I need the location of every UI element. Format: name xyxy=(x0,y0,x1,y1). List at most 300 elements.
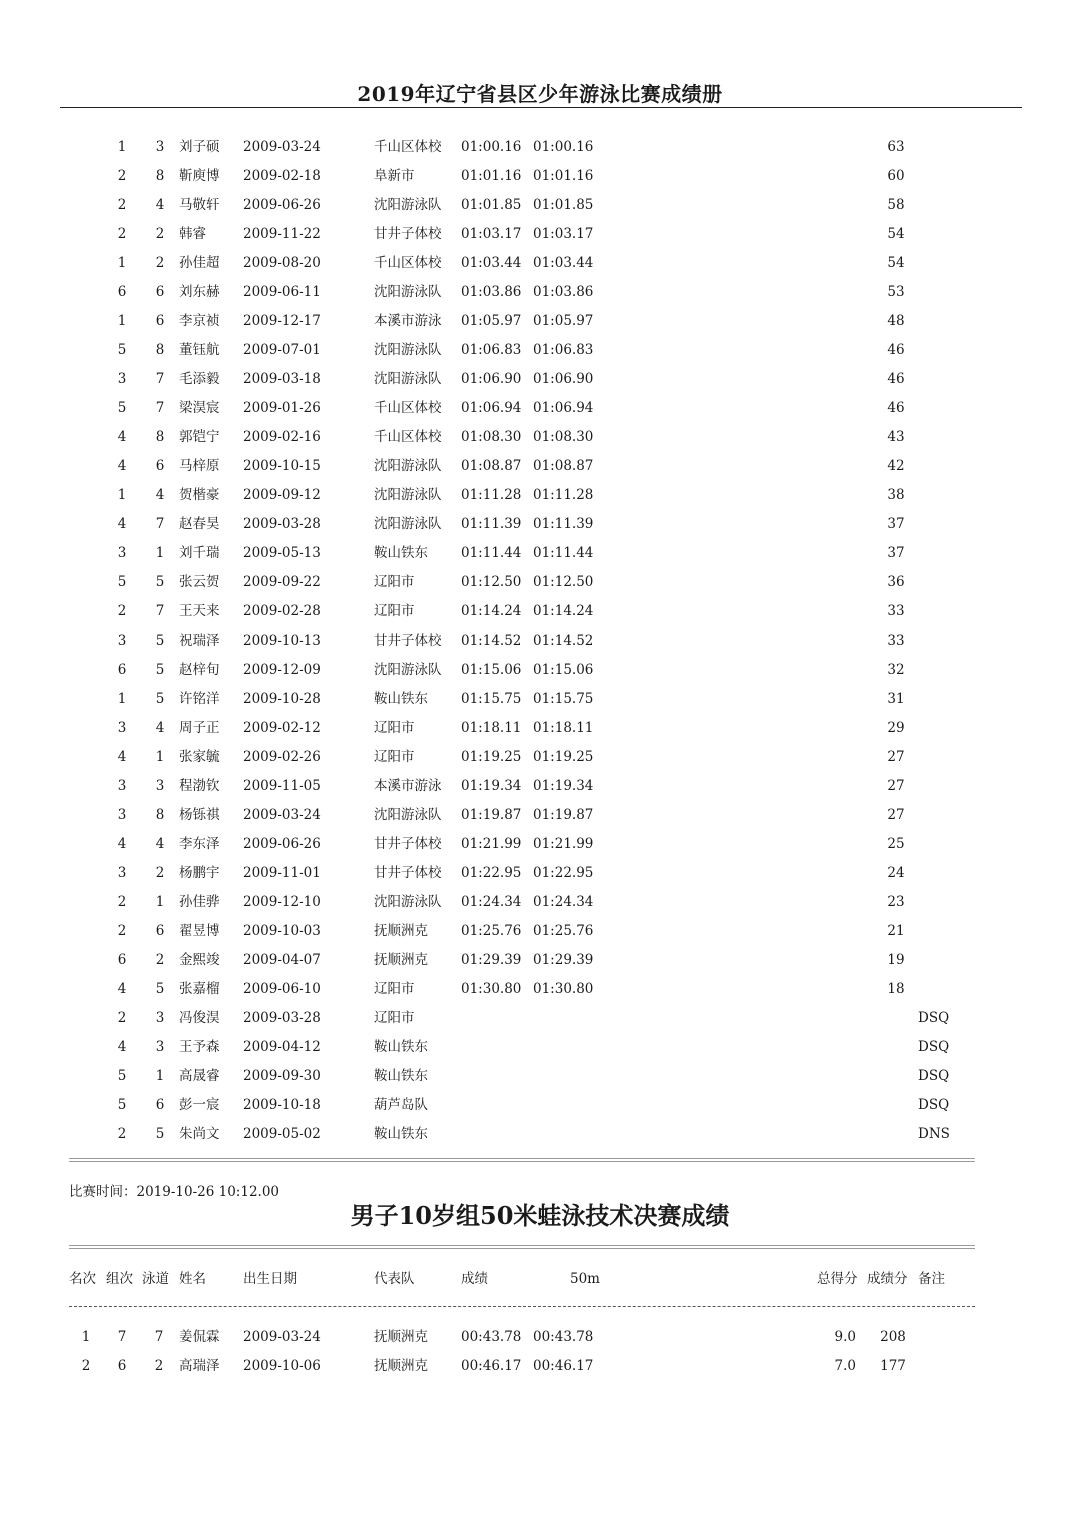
lane-number: 1 xyxy=(155,545,165,562)
athlete-name: 梁淏宸 xyxy=(179,400,220,417)
athlete-name: 毛添毅 xyxy=(179,371,220,388)
team-name: 鞍山铁东 xyxy=(374,1126,428,1143)
athlete-name: 董钰航 xyxy=(179,342,220,359)
table-row xyxy=(0,862,1080,884)
athlete-name: 高晟睿 xyxy=(179,1067,220,1084)
group-number: 2 xyxy=(117,168,127,185)
score: 23 xyxy=(887,893,905,910)
result-time: 00:43.78 xyxy=(461,1329,522,1345)
score: 31 xyxy=(887,690,905,707)
document-title: 2019年辽宁省县区少年游泳比赛成绩册 xyxy=(357,82,723,106)
lane-number: 3 xyxy=(155,777,165,794)
table-row xyxy=(0,194,1080,216)
split-time: 01:08.87 xyxy=(533,458,594,475)
lane-number: 2 xyxy=(154,1358,164,1374)
team-name: 本溪市游泳 xyxy=(374,313,442,330)
header-note: 备注 xyxy=(918,1271,945,1287)
result-time: 01:01.85 xyxy=(461,197,522,214)
split-time: 01:19.87 xyxy=(533,806,594,823)
score: 48 xyxy=(887,313,905,330)
team-name: 抚顺洲克 xyxy=(374,1358,428,1374)
athlete-name: 赵梓旬 xyxy=(179,661,220,678)
split-time: 01:11.44 xyxy=(533,545,594,562)
note: DSQ xyxy=(918,1009,950,1026)
lane-number: 5 xyxy=(155,980,165,997)
header-score: 成绩分 xyxy=(867,1271,908,1287)
result-time: 01:21.99 xyxy=(461,835,522,852)
group-number: 2 xyxy=(117,226,127,243)
table-row xyxy=(0,600,1080,622)
group-number: 5 xyxy=(117,342,127,359)
athlete-name: 周子正 xyxy=(179,719,220,736)
birth-date: 2009-11-05 xyxy=(243,777,321,794)
lane-number: 7 xyxy=(155,603,165,620)
athlete-name: 程渤钦 xyxy=(179,777,220,794)
lane-number: 8 xyxy=(155,806,165,823)
team-name: 甘井子体校 xyxy=(374,835,442,852)
group-number: 3 xyxy=(117,806,127,823)
split-time: 01:12.50 xyxy=(533,574,594,591)
athlete-name: 冯俊淏 xyxy=(179,1009,220,1026)
table-row xyxy=(0,804,1080,826)
score: 27 xyxy=(887,748,905,765)
rank-number: 2 xyxy=(81,1358,91,1374)
split-time: 01:03.44 xyxy=(533,255,594,272)
group-number: 1 xyxy=(117,690,127,707)
header-separator-top xyxy=(69,1245,975,1249)
split-time: 01:05.97 xyxy=(533,313,594,330)
result-time: 01:06.83 xyxy=(461,342,522,359)
split-time: 01:06.90 xyxy=(533,371,594,388)
result-time: 01:19.87 xyxy=(461,806,522,823)
section-separator-top xyxy=(69,1158,975,1162)
split-time: 01:06.94 xyxy=(533,400,594,417)
team-name: 抚顺洲克 xyxy=(374,922,428,939)
group-number: 6 xyxy=(117,1358,127,1374)
table-row xyxy=(0,978,1080,1000)
score: 25 xyxy=(887,835,905,852)
score: 46 xyxy=(887,400,905,417)
table-row xyxy=(0,223,1080,245)
birth-date: 2009-11-01 xyxy=(243,864,321,881)
split-time: 01:15.06 xyxy=(533,661,594,678)
athlete-name: 李东泽 xyxy=(179,835,220,852)
score: 46 xyxy=(887,342,905,359)
athlete-name: 孙佳骅 xyxy=(179,893,220,910)
team-name: 千山区体校 xyxy=(374,255,442,272)
score: 27 xyxy=(887,777,905,794)
birth-date: 2009-05-02 xyxy=(243,1126,321,1143)
team-name: 辽阳市 xyxy=(374,719,415,736)
athlete-name: 张云贺 xyxy=(179,574,220,591)
athlete-name: 翟昱博 xyxy=(179,922,220,939)
result-time: 01:25.76 xyxy=(461,922,522,939)
score: 60 xyxy=(887,168,905,185)
score: 43 xyxy=(887,429,905,446)
team-name: 阜新市 xyxy=(374,168,415,185)
score: 36 xyxy=(887,574,905,591)
split-time: 01:15.75 xyxy=(533,690,594,707)
total-points: 9.0 xyxy=(834,1329,856,1345)
table-row xyxy=(0,1065,1080,1087)
group-number: 2 xyxy=(117,603,127,620)
birth-date: 2009-10-28 xyxy=(243,690,321,707)
group-number: 4 xyxy=(117,835,127,852)
group-number: 6 xyxy=(117,284,127,301)
score: 58 xyxy=(887,197,905,214)
score: 177 xyxy=(880,1358,906,1374)
result-time: 01:06.90 xyxy=(461,371,522,388)
team-name: 葫芦岛队 xyxy=(374,1096,428,1113)
team-name: 抚顺洲克 xyxy=(374,1329,428,1345)
birth-date: 2009-04-12 xyxy=(243,1038,321,1055)
split-time: 01:29.39 xyxy=(533,951,594,968)
note: DSQ xyxy=(918,1038,950,1055)
birth-date: 2009-10-18 xyxy=(243,1096,321,1113)
birth-date: 2009-03-28 xyxy=(243,1009,321,1026)
score: 27 xyxy=(887,806,905,823)
split-time: 01:11.39 xyxy=(533,516,594,533)
lane-number: 6 xyxy=(155,922,165,939)
birth-date: 2009-06-11 xyxy=(243,284,321,301)
lane-number: 5 xyxy=(155,690,165,707)
birth-date: 2009-01-26 xyxy=(243,400,321,417)
team-name: 沈阳游泳队 xyxy=(374,516,442,533)
group-number: 4 xyxy=(117,748,127,765)
match-time: 比赛时间：2019-10-26 10:12.00 xyxy=(69,1184,280,1200)
athlete-name: 彭一宸 xyxy=(179,1096,220,1113)
score: 24 xyxy=(887,864,905,881)
result-time: 01:24.34 xyxy=(461,893,522,910)
table-row xyxy=(0,310,1080,332)
birth-date: 2009-10-03 xyxy=(243,922,321,939)
score: 19 xyxy=(887,951,905,968)
lane-number: 1 xyxy=(155,893,165,910)
table-row xyxy=(0,136,1080,158)
birth-date: 2009-03-24 xyxy=(243,1329,321,1345)
table-row xyxy=(0,1007,1080,1029)
table-row xyxy=(0,1094,1080,1116)
score: 54 xyxy=(887,255,905,272)
group-number: 1 xyxy=(117,139,127,155)
table-row xyxy=(0,426,1080,448)
header-split: 50m xyxy=(570,1271,600,1287)
lane-number: 2 xyxy=(155,864,165,881)
score: 53 xyxy=(887,284,905,301)
athlete-name: 王予森 xyxy=(179,1038,220,1055)
event-title: 男子10岁组50米蛙泳技术决赛成绩 xyxy=(350,1201,730,1230)
group-number: 3 xyxy=(117,371,127,388)
athlete-name: 张家毓 xyxy=(179,748,220,765)
result-time: 01:03.86 xyxy=(461,284,522,301)
birth-date: 2009-05-13 xyxy=(243,545,321,562)
result-time: 01:03.17 xyxy=(461,226,522,243)
lane-number: 2 xyxy=(155,226,165,243)
group-number: 5 xyxy=(117,1067,127,1084)
birth-date: 2009-03-28 xyxy=(243,516,321,533)
team-name: 辽阳市 xyxy=(374,574,415,591)
result-time: 00:46.17 xyxy=(461,1358,522,1374)
note: DSQ xyxy=(918,1067,950,1084)
athlete-name: 张嘉榴 xyxy=(179,980,220,997)
result-time: 01:06.94 xyxy=(461,400,522,417)
lane-number: 2 xyxy=(155,951,165,968)
score: 46 xyxy=(887,371,905,388)
team-name: 千山区体校 xyxy=(374,139,442,155)
result-time: 01:19.25 xyxy=(461,748,522,765)
table-row xyxy=(0,571,1080,593)
lane-number: 7 xyxy=(154,1329,164,1345)
birth-date: 2009-02-26 xyxy=(243,748,321,765)
birth-date: 2009-09-22 xyxy=(243,574,321,591)
table-row xyxy=(0,1355,1080,1377)
split-time: 01:00.16 xyxy=(533,139,594,155)
birth-date: 2009-06-26 xyxy=(243,197,321,214)
athlete-name: 杨铄祺 xyxy=(179,806,220,823)
split-time: 01:08.30 xyxy=(533,429,594,446)
athlete-name: 李京祯 xyxy=(179,313,220,330)
split-time: 00:46.17 xyxy=(533,1358,594,1374)
lane-number: 3 xyxy=(155,1038,165,1055)
lane-number: 2 xyxy=(155,255,165,272)
lane-number: 4 xyxy=(155,197,165,214)
result-time: 01:19.34 xyxy=(461,777,522,794)
lane-number: 1 xyxy=(155,1067,165,1084)
group-number: 5 xyxy=(117,574,127,591)
header-dob: 出生日期 xyxy=(243,1271,297,1287)
birth-date: 2009-03-18 xyxy=(243,371,321,388)
team-name: 鞍山铁东 xyxy=(374,1038,428,1055)
birth-date: 2009-04-07 xyxy=(243,951,321,968)
header-team: 代表队 xyxy=(374,1271,415,1287)
split-time: 01:01.85 xyxy=(533,197,594,214)
athlete-name: 许铭洋 xyxy=(179,690,220,707)
table-row xyxy=(0,542,1080,564)
split-time: 00:43.78 xyxy=(533,1329,594,1345)
birth-date: 2009-11-22 xyxy=(243,226,321,243)
athlete-name: 姜侃霖 xyxy=(179,1329,220,1345)
athlete-name: 王天来 xyxy=(179,603,220,620)
group-number: 6 xyxy=(117,951,127,968)
table-row xyxy=(0,397,1080,419)
birth-date: 2009-03-24 xyxy=(243,139,321,155)
title-underline xyxy=(60,107,1022,108)
athlete-name: 韩睿 xyxy=(179,226,206,243)
table-row xyxy=(0,368,1080,390)
athlete-name: 郭铠宁 xyxy=(179,429,220,446)
group-number: 4 xyxy=(117,429,127,446)
group-number: 7 xyxy=(117,1329,127,1345)
lane-number: 3 xyxy=(155,1009,165,1026)
team-name: 抚顺洲克 xyxy=(374,951,428,968)
table-row xyxy=(0,949,1080,971)
athlete-name: 贺楷豪 xyxy=(179,487,220,504)
table-row xyxy=(0,455,1080,477)
lane-number: 8 xyxy=(155,342,165,359)
split-time: 01:18.11 xyxy=(533,719,594,736)
group-number: 3 xyxy=(117,632,127,649)
birth-date: 2009-06-10 xyxy=(243,980,321,997)
split-time: 01:19.25 xyxy=(533,748,594,765)
team-name: 沈阳游泳队 xyxy=(374,661,442,678)
total-points: 7.0 xyxy=(834,1358,856,1374)
lane-number: 7 xyxy=(155,400,165,417)
group-number: 4 xyxy=(117,458,127,475)
team-name: 甘井子体校 xyxy=(374,632,442,649)
team-name: 沈阳游泳队 xyxy=(374,487,442,504)
table-row xyxy=(0,717,1080,739)
result-time: 01:30.80 xyxy=(461,980,522,997)
result-time: 01:22.95 xyxy=(461,864,522,881)
table-row xyxy=(0,920,1080,942)
lane-number: 6 xyxy=(155,458,165,475)
group-number: 4 xyxy=(117,516,127,533)
result-time: 01:08.87 xyxy=(461,458,522,475)
group-number: 1 xyxy=(117,313,127,330)
team-name: 千山区体校 xyxy=(374,429,442,446)
table-row xyxy=(0,775,1080,797)
team-name: 沈阳游泳队 xyxy=(374,371,442,388)
table-row xyxy=(0,1326,1080,1348)
lane-number: 5 xyxy=(155,632,165,649)
birth-date: 2009-10-15 xyxy=(243,458,321,475)
split-time: 01:21.99 xyxy=(533,835,594,852)
athlete-name: 马敬轩 xyxy=(179,197,220,214)
group-number: 3 xyxy=(117,719,127,736)
table-row xyxy=(0,339,1080,361)
score: 33 xyxy=(887,632,905,649)
birth-date: 2009-02-16 xyxy=(243,429,321,446)
group-number: 5 xyxy=(117,400,127,417)
split-time: 01:11.28 xyxy=(533,487,594,504)
lane-number: 7 xyxy=(155,516,165,533)
team-name: 沈阳游泳队 xyxy=(374,342,442,359)
athlete-name: 刘子硕 xyxy=(179,139,220,155)
group-number: 2 xyxy=(117,197,127,214)
header-result: 成绩 xyxy=(461,1271,488,1287)
result-time: 01:05.97 xyxy=(461,313,522,330)
lane-number: 4 xyxy=(155,487,165,504)
lane-number: 1 xyxy=(155,748,165,765)
lane-number: 7 xyxy=(155,371,165,388)
result-time: 01:14.24 xyxy=(461,603,522,620)
team-name: 沈阳游泳队 xyxy=(374,284,442,301)
score: 38 xyxy=(887,487,905,504)
result-time: 01:29.39 xyxy=(461,951,522,968)
lane-number: 6 xyxy=(155,284,165,301)
team-name: 鞍山铁东 xyxy=(374,690,428,707)
lane-number: 4 xyxy=(155,835,165,852)
birth-date: 2009-10-13 xyxy=(243,632,321,649)
score: 21 xyxy=(887,922,905,939)
split-time: 01:14.52 xyxy=(533,632,594,649)
lane-number: 6 xyxy=(155,1096,165,1113)
group-number: 2 xyxy=(117,1009,127,1026)
birth-date: 2009-02-12 xyxy=(243,719,321,736)
group-number: 2 xyxy=(117,1126,127,1143)
group-number: 3 xyxy=(117,864,127,881)
result-time: 01:11.44 xyxy=(461,545,522,562)
header-lane: 泳道 xyxy=(142,1271,169,1287)
birth-date: 2009-12-10 xyxy=(243,893,321,910)
group-number: 1 xyxy=(117,255,127,272)
split-time: 01:01.16 xyxy=(533,168,594,185)
table-row xyxy=(0,688,1080,710)
table-row xyxy=(0,281,1080,303)
result-time: 01:01.16 xyxy=(461,168,522,185)
rank-number: 1 xyxy=(81,1329,91,1345)
score: 29 xyxy=(887,719,905,736)
birth-date: 2009-07-01 xyxy=(243,342,321,359)
split-time: 01:14.24 xyxy=(533,603,594,620)
score: 37 xyxy=(887,516,905,533)
team-name: 鞍山铁东 xyxy=(374,1067,428,1084)
athlete-name: 高瑞泽 xyxy=(179,1358,220,1374)
birth-date: 2009-10-06 xyxy=(243,1358,321,1374)
header-name: 姓名 xyxy=(179,1271,206,1287)
score: 18 xyxy=(887,980,905,997)
team-name: 本溪市游泳 xyxy=(374,777,442,794)
split-time: 01:30.80 xyxy=(533,980,594,997)
result-time: 01:11.39 xyxy=(461,516,522,533)
header-total: 总得分 xyxy=(817,1271,858,1287)
athlete-name: 马梓原 xyxy=(179,458,220,475)
group-number: 6 xyxy=(117,661,127,678)
birth-date: 2009-03-24 xyxy=(243,806,321,823)
table-row xyxy=(0,1036,1080,1058)
lane-number: 5 xyxy=(155,574,165,591)
result-time: 01:12.50 xyxy=(461,574,522,591)
table-row xyxy=(0,513,1080,535)
lane-number: 5 xyxy=(155,1126,165,1143)
lane-number: 6 xyxy=(155,313,165,330)
score: 208 xyxy=(880,1329,906,1345)
header-separator-bottom xyxy=(69,1306,975,1307)
lane-number: 8 xyxy=(155,429,165,446)
score: 37 xyxy=(887,545,905,562)
team-name: 辽阳市 xyxy=(374,603,415,620)
score: 63 xyxy=(887,139,905,155)
athlete-name: 朱尚文 xyxy=(179,1126,220,1143)
results-table-header xyxy=(0,1268,1080,1290)
result-time: 01:03.44 xyxy=(461,255,522,272)
split-time: 01:03.17 xyxy=(533,226,594,243)
result-time: 01:11.28 xyxy=(461,487,522,504)
group-number: 5 xyxy=(117,1096,127,1113)
birth-date: 2009-08-20 xyxy=(243,255,321,272)
birth-date: 2009-02-18 xyxy=(243,168,321,185)
team-name: 鞍山铁东 xyxy=(374,545,428,562)
birth-date: 2009-12-17 xyxy=(243,313,321,330)
note: DNS xyxy=(918,1126,950,1143)
split-time: 01:03.86 xyxy=(533,284,594,301)
lane-number: 5 xyxy=(155,661,165,678)
lane-number: 8 xyxy=(155,168,165,185)
birth-date: 2009-09-12 xyxy=(243,487,321,504)
result-time: 01:15.06 xyxy=(461,661,522,678)
score: 33 xyxy=(887,603,905,620)
result-time: 01:15.75 xyxy=(461,690,522,707)
team-name: 沈阳游泳队 xyxy=(374,806,442,823)
athlete-name: 金熙竣 xyxy=(179,951,220,968)
athlete-name: 祝瑞泽 xyxy=(179,632,220,649)
header-rank: 名次 xyxy=(69,1271,96,1287)
table-row xyxy=(0,746,1080,768)
result-time: 01:18.11 xyxy=(461,719,522,736)
table-row xyxy=(0,891,1080,913)
table-row xyxy=(0,630,1080,652)
table-row xyxy=(0,1123,1080,1145)
